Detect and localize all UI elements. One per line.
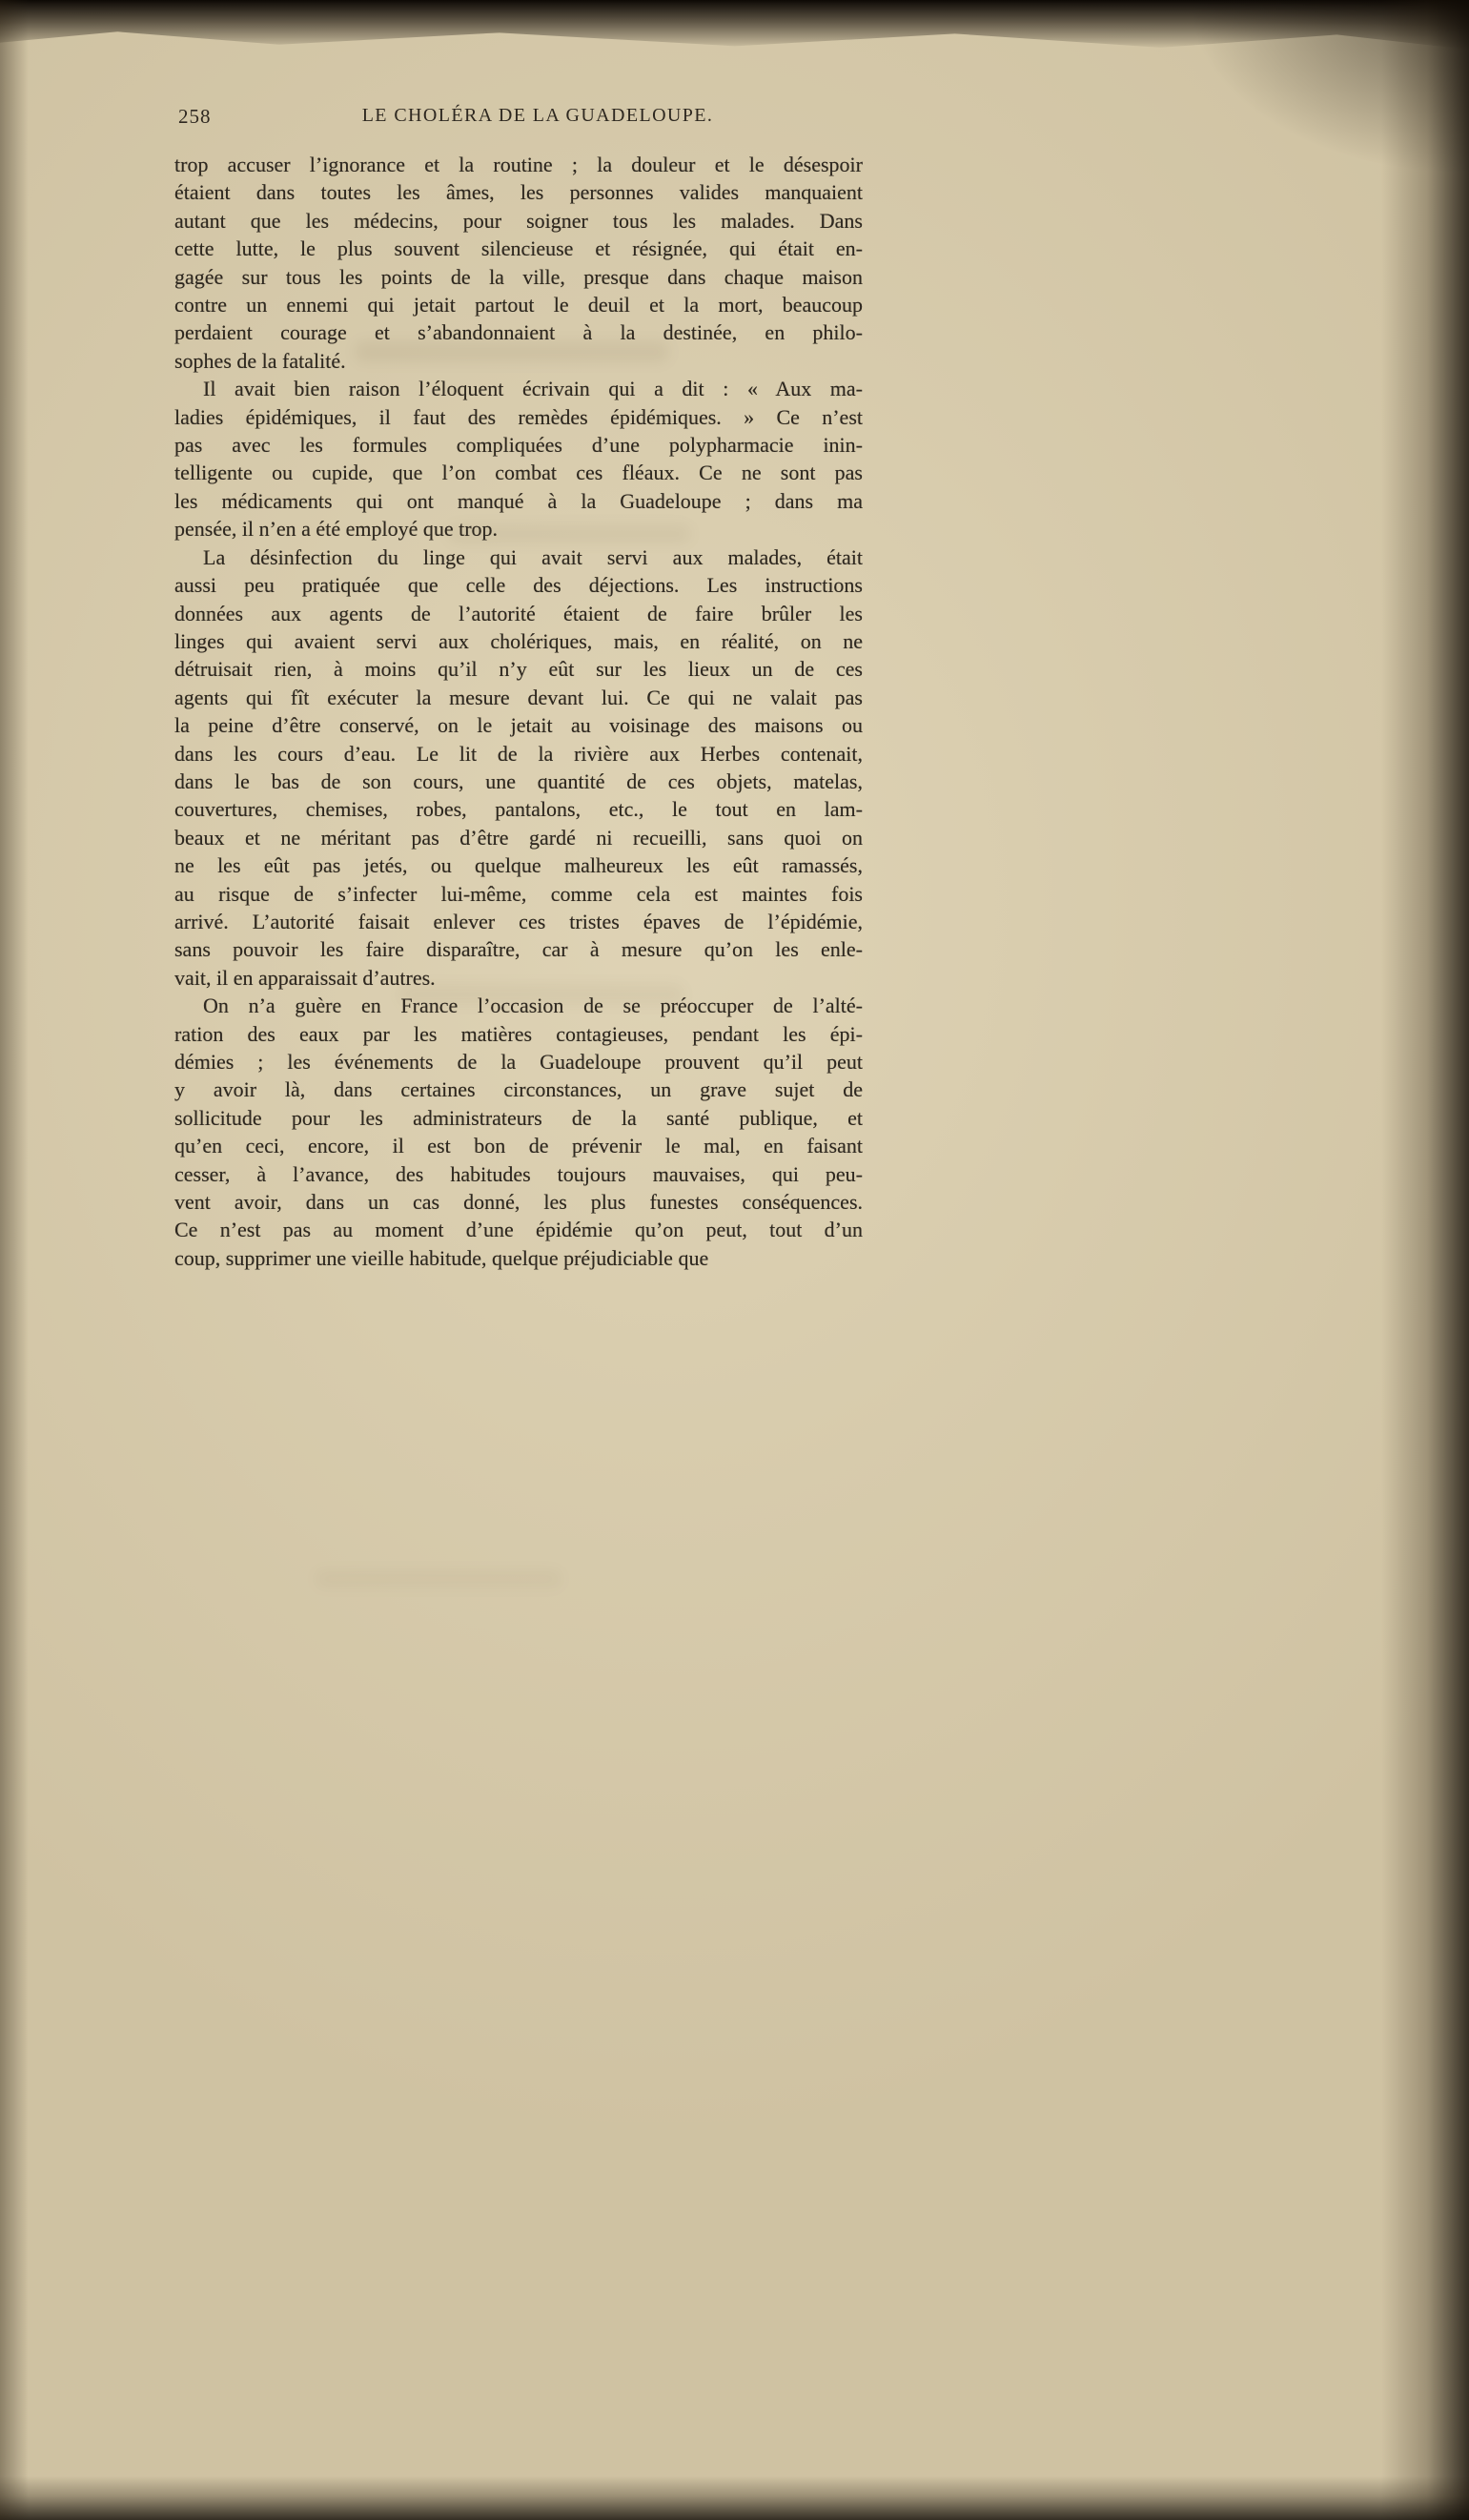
text-line: sollicitude pour les administrateurs de la santé publique, et <box>174 1105 863 1130</box>
text-line: coup, supprimer une vieille habitude, quelque préjudiciable que <box>174 1245 709 1270</box>
text-line: linges qui avaient servi aux cholériques, mais, en réalité, on ne <box>174 628 863 653</box>
text-line: démies ; les événements de la Guadeloupe prouvent qu’il peut <box>174 1050 863 1074</box>
text-line: La désinfection du linge qui avait servi aux malades, était <box>203 544 863 569</box>
text-line: Il avait bien raison l’éloquent écrivain qui a dit : « Aux ma- <box>203 377 863 401</box>
text-line: au risque de s’infecter lui-même, comme cela est maintes fois <box>174 881 863 906</box>
text-line: autant que les médecins, pour soigner tous les malades. Dans <box>174 208 863 233</box>
text-line: détruisait rien, à moins qu’il n’y eût sur les lieux un de ces <box>174 657 863 682</box>
running-title: LE CHOLÉRA DE LA GUADELOUPE. <box>361 105 714 126</box>
text-line: aussi peu pratiquée que celle des déjections. Les instructions <box>174 573 863 598</box>
text-line: trop accuser l’ignorance et la routine ; la douleur et le désespoir <box>174 153 863 176</box>
paragraph <box>174 375 863 543</box>
text-line: contre un ennemi qui jetait partout le deuil et la mort, beaucoup <box>174 293 863 318</box>
text-line: cette lutte, le plus souvent silencieuse et résignée, qui était en- <box>174 236 863 261</box>
ink-showthrough <box>315 1569 562 1588</box>
text-line: telligente ou cupide, que l’on combat ces fléaux. Ce ne sont pas <box>174 461 863 485</box>
text-line: pas avec les formules compliquées d’une polypharmacie inin- <box>174 433 863 458</box>
text-line: vait, il en apparaissait d’autres. <box>174 965 436 990</box>
text-line: dans le bas de son cours, une quantité de ces objets, matelas, <box>174 768 863 793</box>
text-line: cesser, à l’avance, des habitudes toujours mauvaises, qui peu- <box>174 1161 863 1186</box>
text-line: gagée sur tous les points de la ville, presque dans chaque maison <box>174 264 863 289</box>
text-line: ne les eût pas jetés, ou quelque malheureux les eût ramassés, <box>174 853 863 878</box>
text-line: perdaient courage et s’abandonnaient à la destinée, en philo- <box>174 320 863 345</box>
text-line: étaient dans toutes les âmes, les personnes valides manquaient <box>174 180 863 205</box>
page-edge-shadow-right <box>1381 0 1469 2520</box>
text-line: Ce n’est pas au moment d’une épidémie qu’on peut, tout d’un <box>174 1218 863 1242</box>
paragraph <box>174 543 863 993</box>
text-line: dans les cours d’eau. Le lit de la rivière aux Herbes contenait, <box>174 741 863 766</box>
paragraph <box>174 992 863 1272</box>
text-line: données aux agents de l’autorité étaient de faire brûler les <box>174 601 863 625</box>
text-line: On n’a guère en France l’occasion de se préoccuper de l’alté- <box>203 994 863 1018</box>
text-line: ladies épidémiques, il faut des remèdes épidémiques. » Ce n’est <box>174 404 863 429</box>
page-body <box>174 151 863 1272</box>
text-line: la peine d’être conservé, on le jetait au voisinage des maisons ou <box>174 713 863 738</box>
text-line: ration des eaux par les matières contagieuses, pendant les épi- <box>174 1021 863 1046</box>
page-edge-shadow-left <box>0 0 29 2520</box>
page-edge-shadow-bottom <box>0 2476 1469 2520</box>
text-line: pensée, il n’en a été employé que trop. <box>174 517 499 542</box>
text-line: sans pouvoir les faire disparaître, car à mesure qu’on les enle- <box>174 937 863 962</box>
paragraph <box>174 151 863 375</box>
page-header <box>174 105 863 135</box>
text-line: arrivé. L’autorité faisait enlever ces tristes épaves de l’épidémie, <box>174 909 863 933</box>
text-line: qu’en ceci, encore, il est bon de prévenir le mal, en faisant <box>174 1134 863 1158</box>
text-line: agents qui fît exécuter la mesure devant lui. Ce qui ne valait pas <box>174 685 863 709</box>
text-line: vent avoir, dans un cas donné, les plus funestes conséquences. <box>174 1190 863 1215</box>
text-line: couvertures, chemises, robes, pantalons, etc., le tout en lam- <box>174 797 863 822</box>
text-line: les médicaments qui ont manqué à la Guadeloupe ; dans ma <box>174 488 863 513</box>
page-number: 258 <box>178 105 212 128</box>
text-line: y avoir là, dans certaines circonstances, un grave sujet de <box>174 1077 863 1102</box>
text-block <box>174 105 863 1272</box>
text-line: sophes de la fatalité. <box>174 348 346 373</box>
text-line: beaux et ne méritant pas d’être gardé ni recueilli, sans quoi on <box>174 825 863 850</box>
page-corner-shadow <box>1069 0 1469 248</box>
